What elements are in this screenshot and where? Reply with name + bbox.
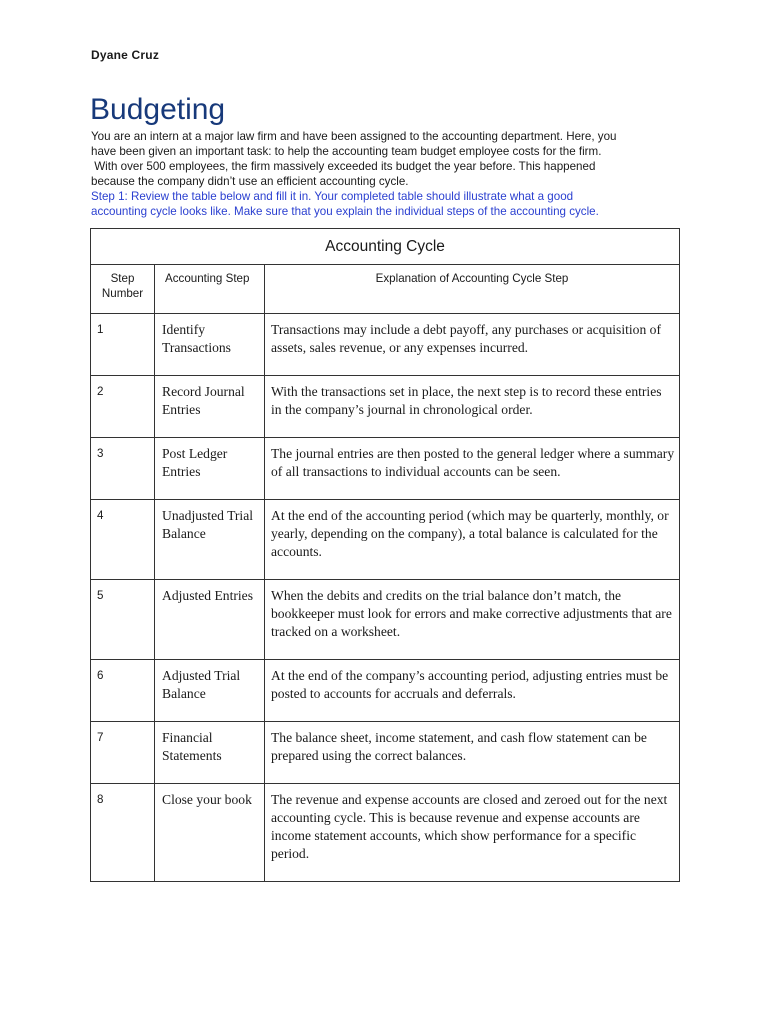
step-explanation-cell: With the transactions set in place, the next step is to record these entries in the company’s journal in chronological order.	[265, 376, 680, 438]
author-name: Dyane Cruz	[91, 48, 160, 62]
table-row	[91, 438, 680, 500]
intro-line: With over 500 employees, the firm massively exceeded its budget the year before. This happened	[91, 160, 596, 173]
step-number-cell: 5	[91, 580, 155, 660]
step-explanation-cell: The journal entries are then posted to the general ledger where a summary of all transactions to individual accounts can be seen.	[265, 438, 680, 500]
table-row	[91, 314, 680, 376]
table-row	[91, 660, 680, 722]
header-explanation: Explanation of Accounting Cycle Step	[265, 265, 680, 314]
intro-line: because the company didn’t use an efficient accounting cycle.	[91, 175, 409, 188]
step-number-cell: 2	[91, 376, 155, 438]
step-name-cell: Adjusted Trial Balance	[155, 660, 265, 722]
step-name-cell: Adjusted Entries	[155, 580, 265, 660]
step-explanation-cell: When the debits and credits on the trial balance don’t match, the bookkeeper must look for errors and make corrective adjustments that are tracked on a worksheet.	[265, 580, 680, 660]
intro-line: have been given an important task: to help the accounting team budget employee costs for the firm.	[91, 145, 602, 158]
page-title: Budgeting	[90, 93, 226, 126]
step-number-cell: 7	[91, 722, 155, 784]
table-row	[91, 722, 680, 784]
table-row	[91, 580, 680, 660]
intro-line: You are an intern at a major law firm and have been assigned to the accounting department. Here, you	[91, 130, 617, 143]
step-number-cell: 6	[91, 660, 155, 722]
step-name-cell: Financial Statements	[155, 722, 265, 784]
header-step-number: Step Number	[91, 265, 155, 314]
step-name-cell: Identify Transactions	[155, 314, 265, 376]
step-name-cell: Close your book	[155, 784, 265, 882]
step-number-cell: 1	[91, 314, 155, 376]
step-name-cell: Record Journal Entries	[155, 376, 265, 438]
step-explanation-cell: The balance sheet, income statement, and cash flow statement can be prepared using the correct balances.	[265, 722, 680, 784]
step-number-cell: 4	[91, 500, 155, 580]
step-number-cell: 3	[91, 438, 155, 500]
step-explanation-cell: At the end of the company’s accounting period, adjusting entries must be posted to accounts for accruals and deferrals.	[265, 660, 680, 722]
step-explanation-cell: At the end of the accounting period (which may be quarterly, monthly, or yearly, depending on the company), a total balance is calculated for the accounts.	[265, 500, 680, 580]
accounting-cycle-table	[90, 228, 680, 882]
step-explanation-cell: Transactions may include a debt payoff, any purchases or acquisition of assets, sales revenue, or any expenses incurred.	[265, 314, 680, 376]
step-number-cell: 8	[91, 784, 155, 882]
header-accounting-step: Accounting Step	[155, 265, 265, 314]
intro-paragraph	[91, 129, 691, 219]
table-row	[91, 784, 680, 882]
step-instruction-line: Step 1: Review the table below and fill it in. Your completed table should illustrate what a good	[91, 190, 574, 203]
table-row	[91, 500, 680, 580]
step-explanation-cell: The revenue and expense accounts are closed and zeroed out for the next accounting cycle. This is because revenue and expense accounts are income statement accounts, which show performance for a specific period.	[265, 784, 680, 882]
step-name-cell: Unadjusted Trial Balance	[155, 500, 265, 580]
table-row	[91, 376, 680, 438]
table-caption: Accounting Cycle	[91, 229, 680, 265]
step-instruction-line: accounting cycle looks like. Make sure that you explain the individual steps of the accounting cycle.	[91, 205, 599, 218]
table-header-row	[91, 265, 680, 314]
step-name-cell: Post Ledger Entries	[155, 438, 265, 500]
